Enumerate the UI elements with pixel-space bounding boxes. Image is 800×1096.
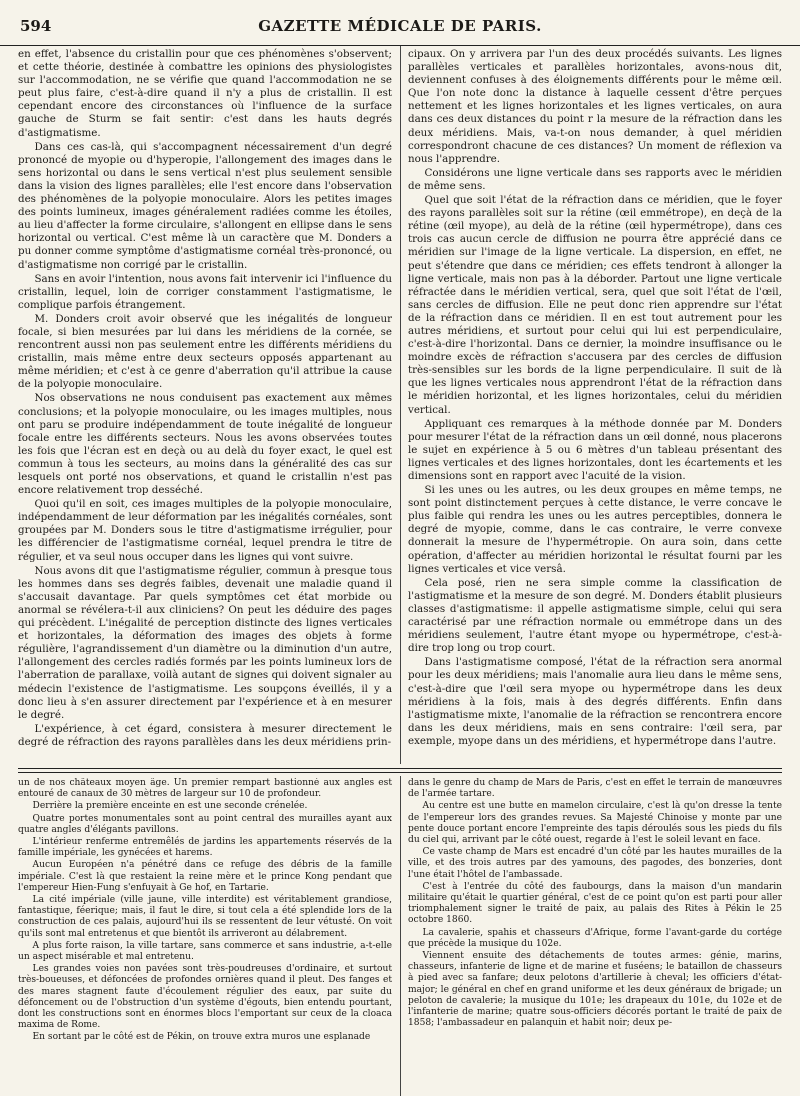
article-paragraph: Dans l'astigmatisme composé, l'état de la réfraction sera anormal pour les deux méridiens; mais l'anomalie aura lieu dans le même sens, c'est-à-dire que l'œil sera myope ou hypermétrope dans les deux méridiens à la fois, mais à des degrés différents. Enfin dans l'astigmatisme mixte, l'anomalie de la réfraction se rencontrera encore dans les deux méridiens, mais en sens contraire: l'œil sera, par exemple, myope dans un des méridiens, et hypermétrope dans l'autre. [408,656,782,747]
article-paragraph: Cela posé, rien ne sera simple comme la classification de l'astigmatisme et la mesure de son degré. M. Donders établit plusieurs classes d'astigmatisme: il appelle astigmatisme simple, celui qui sera caractérisé par une réfraction normale ou emmétrope dans un des méridiens seulement, l'autre étant myope ou hypermétrope, c'est-à-dire trop long ou trop court. [408,576,782,655]
feuilleton-paragraph: La cité impériale (ville jaune, ville interdite) est véritablement grandiose, fantastique, féerique; mais, il faut le dire, si tout cela a été splendide lors de la construction de ces palais, aujourd'hui ils se ressentent de leur vétusté. On voit qu'ils sont mal entretenus et que bientôt ils arriveront au délabrement. [18,895,392,939]
feuilleton-divider [18,768,782,773]
feuilleton-column-left [18,778,392,1094]
feuilleton-paragraph: L'intérieur renferme entremêlés de jardins les appartements réservés de la famille impériale, les gynécées et harems. [18,837,392,859]
article-paragraph: cipaux. On y arrivera par l'un des deux procédés suivants. Les lignes parallèles verticales et parallèles horizontales, avons-nous dit, deviennent confuses à des éloignements différents pour le même œil. Que l'on note donc la distance à laquelle cessent d'être perçues nettement et les lignes horizontales et les lignes verticales, on aura dans ces deux distances du point r la mesure de la réfraction dans les deux méridiens. Mais, va-t-on nous demander, à quel méridien correspondront chacune de ces distances? Un moment de réflexion va nous l'apprendre. [408,48,782,165]
feuilleton-paragraph: Viennent ensuite des détachements de toutes armes: génie, marins, chasseurs, infanterie de ligne et de marine et fuséens; le bataillon de chasseurs à pied avec sa fanfare; deux pelotons d'artillerie à cheval; les officiers d'état-major; le général en chef en grand uniforme et les deux généraux de brigade; un peloton de cavalerie; la musique du 101e; les drapeaux du 101e, du 102e et de l'infanterie de marine; quatre sous-officiers décorés portant le traité de paix de 1858; l'ambassadeur en palanquin et habit noir; deux pe- [408,951,782,1029]
article-column-right [408,48,782,760]
article-paragraph: en effet, l'absence du cristallin pour que ces phénomènes s'observent; et cette théorie, destinée à combattre les opinions des physiologistes sur l'accommodation, ne se vérifie que quand l'accommodation ne se peut plus faire, c'est-à-dire quand il n'y a plus de cristallin. Il est cependant encore des circonstances où l'influence de la surface gauche de Sturm se fait sentir: c'est dans les hauts degrés d'astigmatisme. [18,48,392,139]
feuilleton-column-right [408,778,782,1094]
article-paragraph: L'expérience, à cet égard, consistera à mesurer directement le degré de réfraction des rayons parallèles dans les deux méridiens prin- [18,722,392,748]
article-paragraph: Quel que soit l'état de la réfraction dans ce méridien, que le foyer des rayons parallèles soit sur la rétine (œil emmétrope), en deçà de la rétine (œil myope), au delà de la rétine (œil hypermétrope), dans ces trois cas aucun cercle de diffusion ne pourra être apprécié dans ce méridien sur l'image de la ligne verticale. La dispersion, en effet, ne peut s'étendre que dans ce méridien; ces effets tendront à allonger la ligne verticale, mais non pas à la déborder. Partout une ligne verticale réfractée dans le méridien vertical, sera, quel que soit l'état de l'œil, sans cercles de diffusion. Elle ne peut donc rien apprendre sur l'état de la réfraction dans ce méridien. Il en est tout autrement pour les autres méridiens, et surtout pour celui qui lui est perpendiculaire, c'est-à-dire l'horizontal. Dans ce dernier, la moindre insuffisance ou le moindre excès de réfraction s'accusera par des cercles de diffusion très-sensibles sur les bords de la ligne perpendiculaire. Il suit de là que les lignes verticales nous apprendront l'état de la réfraction dans le méridien horizontal, et les lignes horizontales, celui du méridien vertical. [408,194,782,416]
page-header [0,15,800,46]
feuilleton-paragraph: Derrière la première enceinte en est une seconde crénelée. [32,801,308,812]
feuilleton-paragraph: un de nos châteaux moyen âge. Un premier rempart bastionné aux angles est entouré de canaux de 30 mètres de largeur sur 10 de profondeur. [18,778,392,800]
feuilleton-paragraph: Au centre est une butte en mamelon circulaire, c'est là qu'on dresse la tente de l'empereur lors des grandes revues. Sa Majesté Chinoise y monte par une pente douce portant encore l'empreinte des tapis déroulés sous les pieds du fils du ciel qui, arrivant par le côté ouest, regarde à l'est le soleil levant en face. [408,801,782,846]
feuilleton-paragraph: C'est à l'entrée du côté des faubourgs, dans la maison d'un mandarin militaire qu'était le quartier général, c'est de ce point qu'on est parti pour aller triomphalement signer le traité de paix, au palais des Rites à Pékin le 25 octobre 1860. [408,881,782,926]
feuilleton-paragraph: En sortant par le côté est de Pékin, on trouve extra muros une esplanade [32,1032,371,1043]
article-column-left [18,48,392,760]
article-paragraph: Appliquant ces remarques à la méthode donnée par M. Donders pour mesurer l'état de la réfraction dans un œil donné, nous placerons le sujet en expérience à 5 ou 6 mètres d'un tableau présentant des lignes verticales et des lignes horizontales, dont les écartements et les dimensions sont en rapport avec l'acuité de la vision. [408,417,782,482]
feuilleton-paragraph: A plus forte raison, la ville tartare, sans commerce et sans industrie, a-t-elle un aspect misérable et mal entretenu. [18,940,392,963]
feuilleton-paragraph: La cavalerie, spahis et chasseurs d'Afrique, forme l'avant-garde du cortége que précède la musique du 102e. [408,927,782,949]
article-paragraph: Considérons une ligne verticale dans ses rapports avec le méridien de même sens. [408,166,782,192]
feuilleton-paragraph: Quatre portes monumentales sont au point central des murailles ayant aux quatre angles d'élégants pavillons. [18,813,392,835]
column-divider-top [400,46,401,764]
column-divider-bottom [400,776,401,1096]
page-number: 594 [20,17,52,35]
feuilleton-paragraph: dans le genre du champ de Mars de Paris, c'est en effet le terrain de manœuvres de l'armée tartare. [408,778,782,800]
article-paragraph: Sans en avoir l'intention, nous avons fait intervenir ici l'influence du cristallin, lequel, loin de corriger constamment l'astigmatisme, le complique parfois étrangement. [18,272,392,311]
article-paragraph: Si les unes ou les autres, ou les deux groupes en même temps, ne sont point distinctement perçues à cette distance, le verre concave le plus faible qui rendra les unes ou les autres perceptibles, donnera le degré de myopie, comme, dans le cas contraire, le verre convexe donnerait la mesure de l'hypermétropie. On aura soin, dans cette opération, d'affecter au méridien horizontal le résultat fourni par les lignes verticales et vice versâ. [408,484,782,575]
feuilleton-paragraph: Les grandes voies non pavées sont très-poudreuses d'ordinaire, et surtout très-boueuses, et défoncées de profondes ornières quand il pleut. Des fanges et des mares stagnent faute d'écoulement régulier des eaux, par suite du défoncement ou de l'obstruction d'un système d'égouts, bien entendu pourtant, dont les constructions sont en énormes blocs l'emportant sur ceux de la cloaca maxima de Rome. [18,964,392,1031]
article-paragraph: Quoi qu'il en soit, ces images multiples de la polyopie monoculaire, indépendamment de leur déformation par les inégalités cornéales, sont groupées par M. Donders sous le titre d'astigmatisme irrégulier, pour les différencier de l'astigmatisme cornéal, lequel prendra le titre de régulier, et va seul nous occuper dans les lignes qui vont suivre. [18,498,392,563]
article-paragraph: M. Donders croit avoir observé que les inégalités de longueur focale, si bien mesurées par lui dans les méridiens de la cornée, se rencontrent aussi non pas seulement entre les différents méridiens du cristallin, mais même entre deux secteurs opposés appartenant au même méridien; et c'est à ce genre d'aberration qu'il attribue la cause de la polyopie monoculaire. [18,312,392,391]
article-paragraph: Dans ces cas-là, qui s'accompagnent nécessairement d'un degré prononcé de myopie ou d'hyperopie, l'allongement des images dans le sens horizontal ou dans le sens vertical n'est plus seulement sensible dans la vision des lignes parallèles; elle l'est encore dans l'observation des phénomènes de la polyopie monoculaire. Alors les petites images des points lumineux, images généralement radiées comme les étoiles, au lieu d'affecter la forme circulaire, s'allongent en ellipse dans le sens horizontal ou vertical. C'est même là un caractère que M. Donders a pu donner comme symptôme d'astigmatisme cornéal très-prononcé, ou d'astigmatisme non corrigé par le cristallin. [18,140,392,271]
feuilleton-paragraph: Ce vaste champ de Mars est encadré d'un côté par les hautes murailles de la ville, et des trois autres par des yamouns, des pagodes, des bonzeries, dont l'une était l'hôtel de l'ambassade. [408,847,782,880]
feuilleton-paragraph: Aucun Européen n'a pénétré dans ce refuge des débris de la famille impériale. C'est là que restaient la reine mère et le prince Kong pendant que l'empereur Hien-Fung s'enfuyait à Ge hof, en Tartarie. [18,860,392,893]
article-paragraph: Nos observations ne nous conduisent pas exactement aux mêmes conclusions; et la polyopie monoculaire, ou les images multiples, nous ont paru se produire indépendamment de toute inégalité de longueur focale entre les différents secteurs. Nous les avons observées toutes les fois que l'écran est en deçà ou au delà du foyer exact, le quel est commun à tous les secteurs, au moins dans la généralité des cas sur lesquels ont porté nos observations, et quand le cristallin n'est pas encore relativement trop desséché. [18,392,392,497]
article-paragraph: Nous avons dit que l'astigmatisme régulier, commun à presque tous les hommes dans ses degrés faibles, devenait une maladie quand il s'accusait davantage. Par quels symptômes cet état morbide ou anormal se révélera-t-il aux cliniciens? On peut les déduire des pages qui précèdent. L'inégalité de perception distincte des lignes verticales et horizontales, la déformation des images des objets à forme régulière, l'agrandissement d'un diamètre ou la diminution d'un autre, l'allongement des cercles radiés formés par les points lumineux lors de l'aberration de parallaxe, voilà autant de signes qui doivent signaler au médecin l'existence de l'astigmatisme. Les soupçons éveillés, il y a donc lieu à s'en assurer directement par l'expérience et à en mesurer le degré. [18,564,392,721]
journal-title: GAZETTE MÉDICALE DE PARIS. [258,17,542,35]
